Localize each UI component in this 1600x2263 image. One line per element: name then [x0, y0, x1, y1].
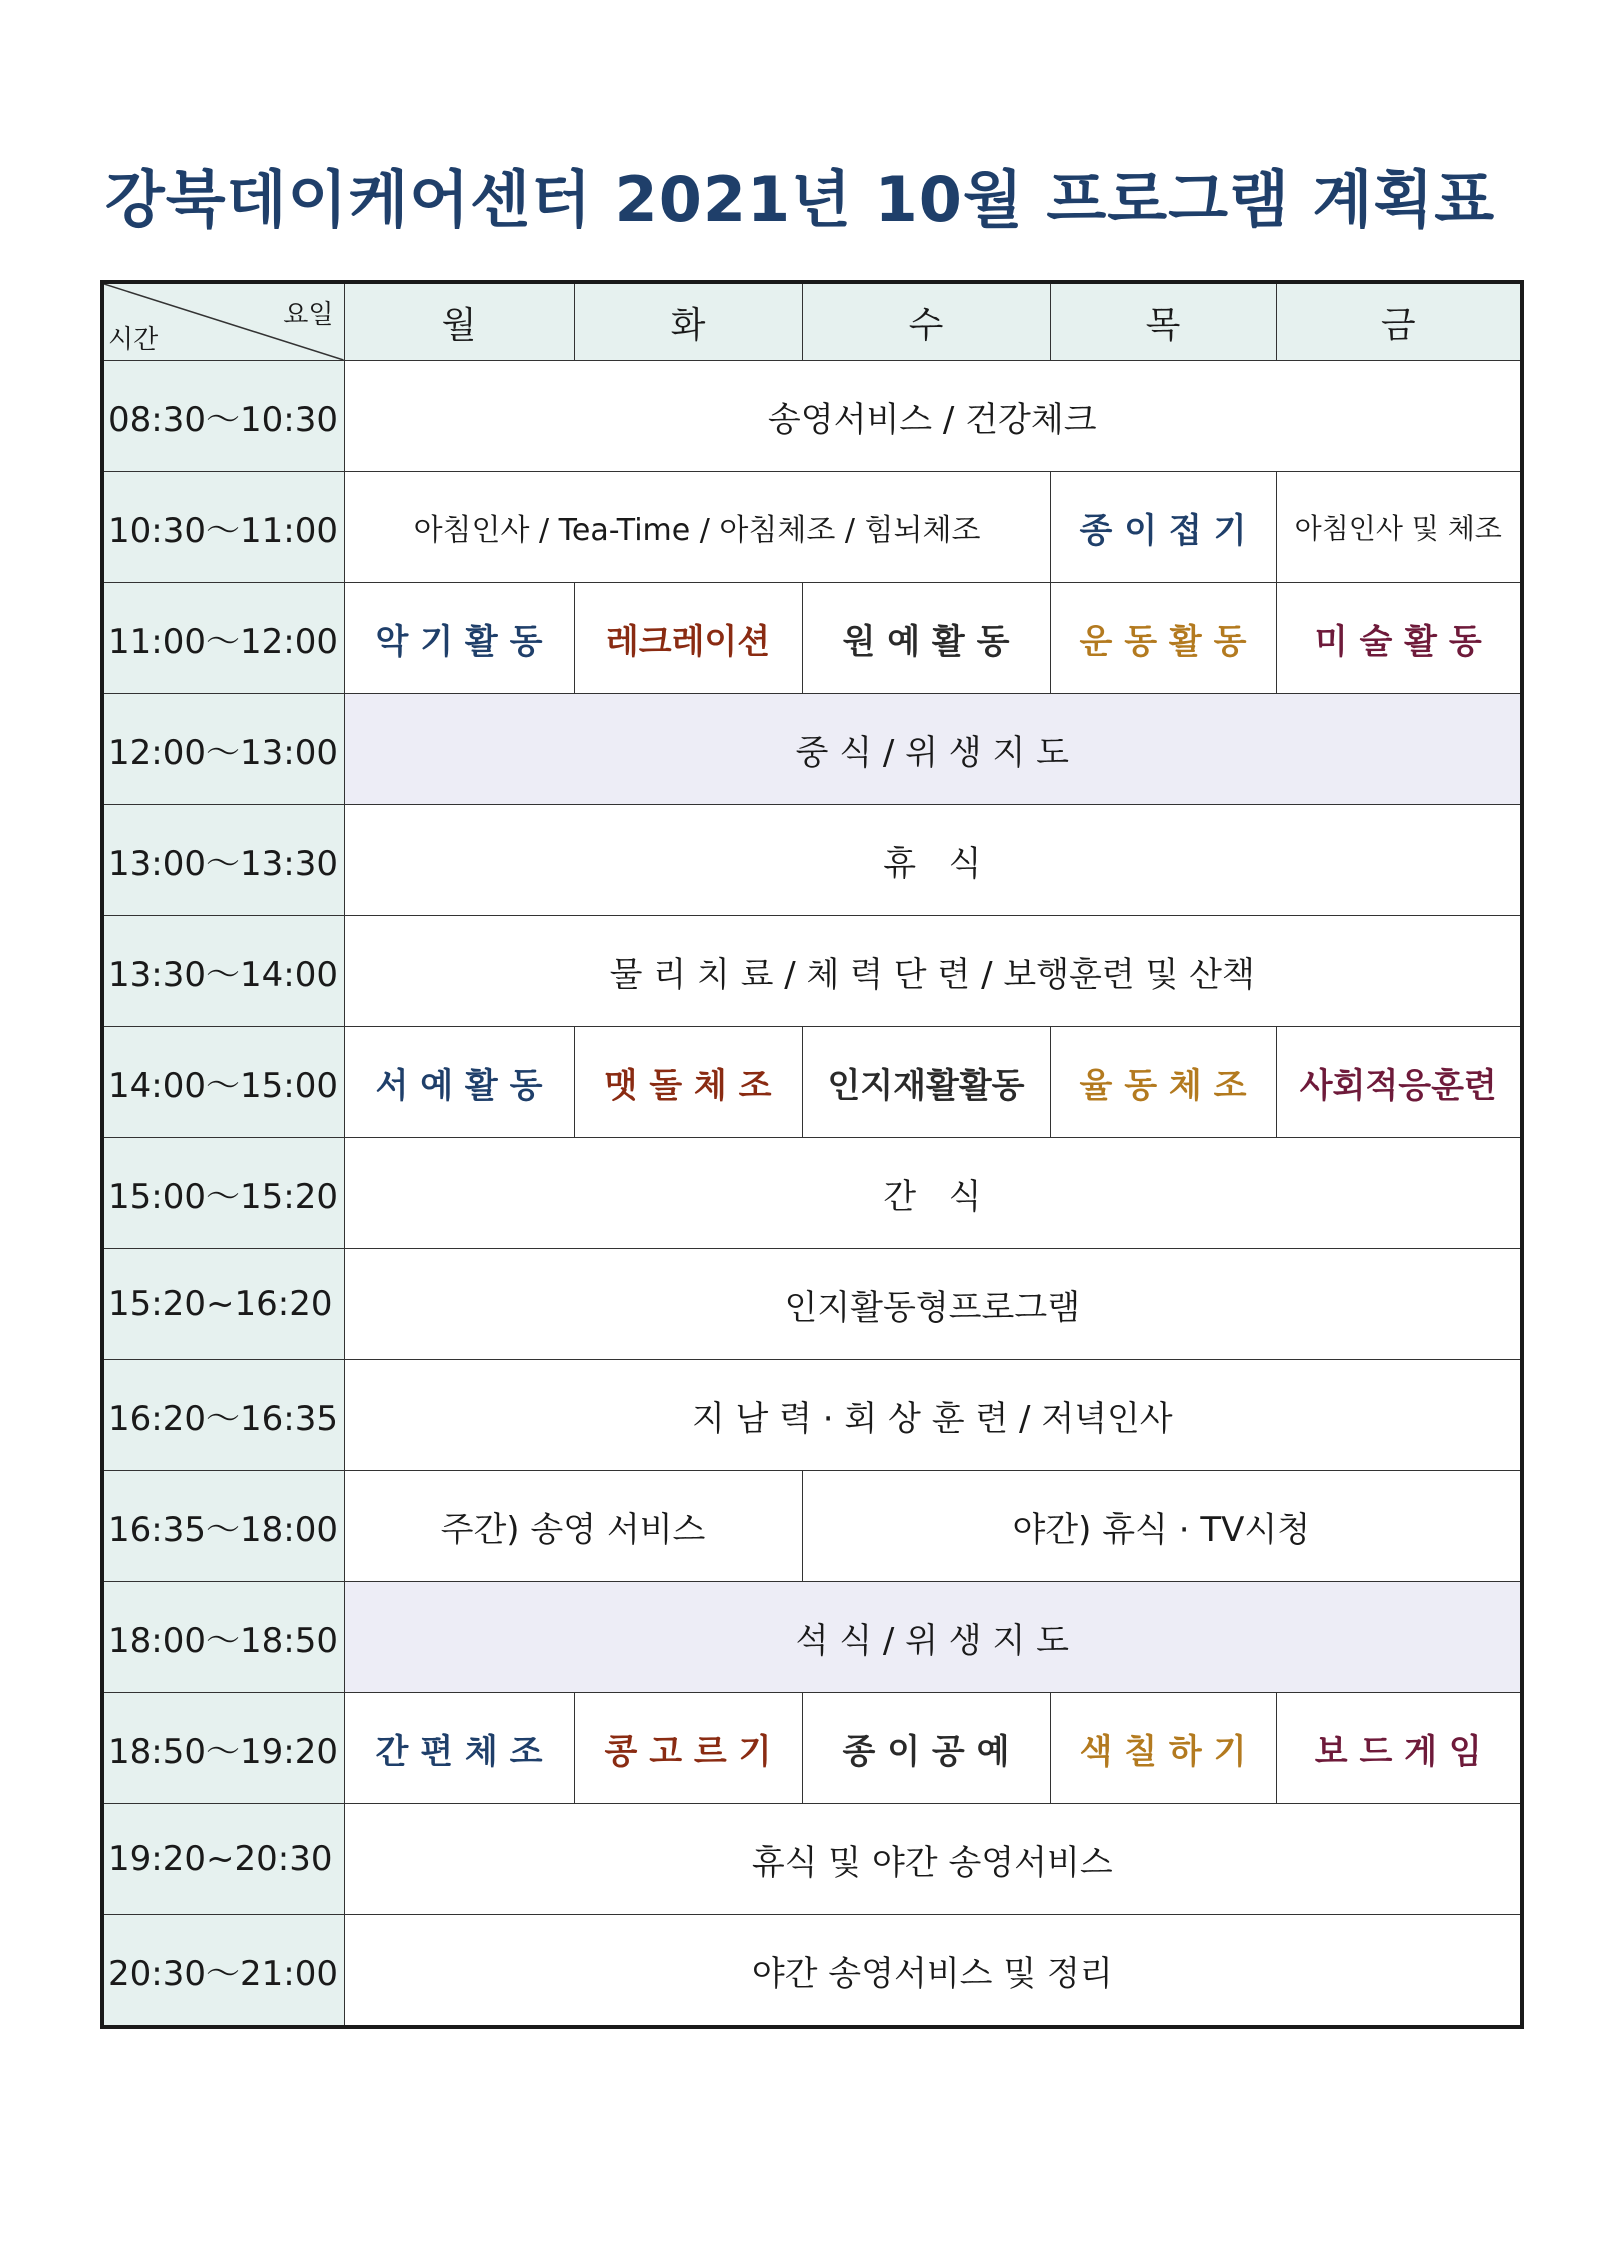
activity-cell-fri: 보 드 게 임	[1276, 1693, 1522, 1804]
table-row	[102, 1804, 1522, 1915]
activity-cell: 휴식 및 야간 송영서비스	[344, 1804, 1522, 1915]
table-row	[102, 1582, 1522, 1693]
table-row	[102, 361, 1522, 472]
table-row	[102, 1138, 1522, 1249]
schedule-table	[100, 280, 1524, 2029]
time-cell: 11:00～12:00	[102, 583, 344, 694]
day-header-fri: 금	[1276, 282, 1522, 361]
time-cell: 08:30～10:30	[102, 361, 344, 472]
activity-cell-tue: 맷 돌 체 조	[574, 1027, 802, 1138]
time-cell: 20:30～21:00	[102, 1915, 344, 2028]
table-row	[102, 694, 1522, 805]
time-cell: 10:30～11:00	[102, 472, 344, 583]
time-cell: 19:20~20:30	[102, 1804, 344, 1915]
time-cell: 18:00～18:50	[102, 1582, 344, 1693]
table-row	[102, 1915, 1522, 2028]
activity-cell: 간 식	[344, 1138, 1522, 1249]
day-header-mon: 월	[344, 282, 574, 361]
time-cell: 15:20~16:20	[102, 1249, 344, 1360]
activity-cell-fri: 아침인사 및 체조	[1276, 472, 1522, 583]
time-cell: 13:00～13:30	[102, 805, 344, 916]
corner-cell	[102, 282, 344, 361]
activity-cell-tue: 레크레이션	[574, 583, 802, 694]
time-cell: 18:50～19:20	[102, 1693, 344, 1804]
time-cell: 14:00～15:00	[102, 1027, 344, 1138]
activity-cell-tue: 콩 고 르 기	[574, 1693, 802, 1804]
activity-cell-thu: 색 칠 하 기	[1050, 1693, 1276, 1804]
table-row	[102, 805, 1522, 916]
activity-cell: 아침인사 / Tea-Time / 아침체조 / 힘뇌체조	[344, 472, 1050, 583]
table-row	[102, 472, 1522, 583]
activity-cell-wed: 인지재활활동	[802, 1027, 1050, 1138]
table-row	[102, 1471, 1522, 1582]
activity-cell-mon: 간 편 체 조	[344, 1693, 574, 1804]
day-header-wed: 수	[802, 282, 1050, 361]
activity-cell-wed: 종 이 공 예	[802, 1693, 1050, 1804]
activity-cell-mon: 서 예 활 동	[344, 1027, 574, 1138]
activity-cell: 야간 송영서비스 및 정리	[344, 1915, 1522, 2028]
activity-cell-thu: 종 이 접 기	[1050, 472, 1276, 583]
time-cell: 13:30～14:00	[102, 916, 344, 1027]
activity-cell: 물 리 치 료 / 체 력 단 련 / 보행훈련 및 산책	[344, 916, 1522, 1027]
activity-cell-mon: 악 기 활 동	[344, 583, 574, 694]
table-row	[102, 1360, 1522, 1471]
time-cell: 12:00～13:00	[102, 694, 344, 805]
activity-cell: 송영서비스 / 건강체크	[344, 361, 1522, 472]
corner-time-label: 시간	[108, 325, 159, 355]
activity-cell: 휴 식	[344, 805, 1522, 916]
activity-cell-fri: 사회적응훈련	[1276, 1027, 1522, 1138]
day-header-tue: 화	[574, 282, 802, 361]
activity-cell: 지 남 력 · 회 상 훈 련 / 저녁인사	[344, 1360, 1522, 1471]
table-row	[102, 583, 1522, 694]
day-header-thu: 목	[1050, 282, 1276, 361]
activity-cell-thu: 율 동 체 조	[1050, 1027, 1276, 1138]
table-row	[102, 1693, 1522, 1804]
header-row	[102, 282, 1522, 361]
activity-cell-wed: 원 예 활 동	[802, 583, 1050, 694]
activity-cell-day: 주간) 송영 서비스	[344, 1471, 802, 1582]
table-row	[102, 916, 1522, 1027]
time-cell: 16:35～18:00	[102, 1471, 344, 1582]
time-cell: 16:20～16:35	[102, 1360, 344, 1471]
table-row	[102, 1027, 1522, 1138]
corner-day-label: 요일	[283, 300, 334, 330]
time-cell: 15:00～15:20	[102, 1138, 344, 1249]
activity-cell: 인지활동형프로그램	[344, 1249, 1522, 1360]
page-title: 강북데이케어센터 2021년 10월 프로그램 계획표	[104, 163, 1496, 236]
activity-cell-night: 야간) 휴식 · TV시청	[802, 1471, 1522, 1582]
activity-cell: 석 식 / 위 생 지 도	[344, 1582, 1522, 1693]
activity-cell-fri: 미 술 활 동	[1276, 583, 1522, 694]
activity-cell-thu: 운 동 활 동	[1050, 583, 1276, 694]
table-row	[102, 1249, 1522, 1360]
activity-cell: 중 식 / 위 생 지 도	[344, 694, 1522, 805]
